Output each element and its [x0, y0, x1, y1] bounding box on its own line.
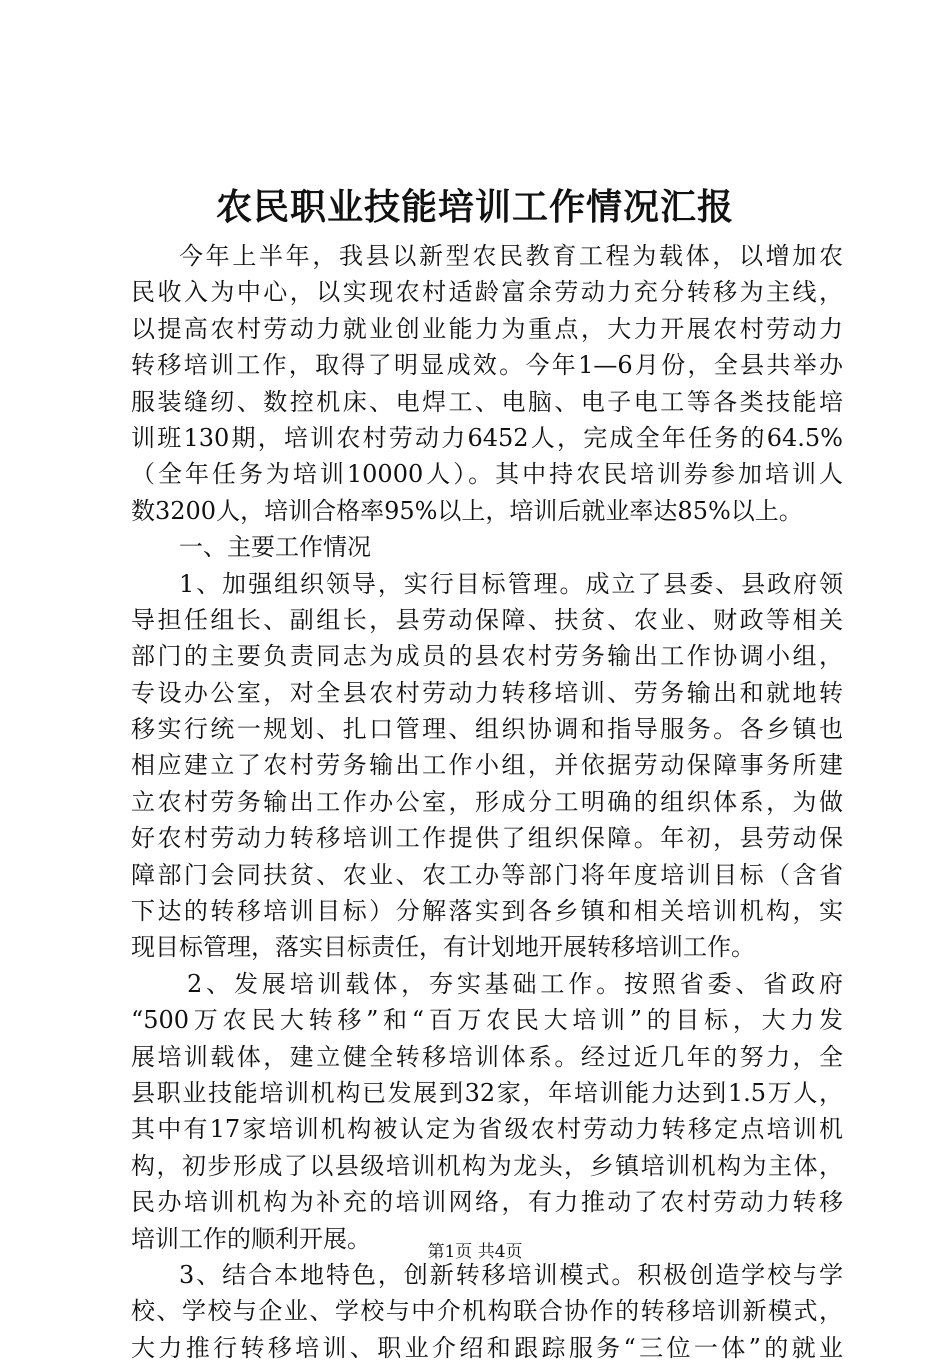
paragraph-line: 现目标管理，落实目标责任，有计划地开展转移培训工作。	[131, 933, 755, 962]
paragraph-line: 训班130期，培训农村劳动力6452人，完成全年任务的64.5%	[131, 423, 843, 452]
paragraph-line: 障部门会同扶贫、农业、农工办等部门将年度培训目标（含省	[131, 860, 843, 889]
paragraph-line: 转移培训工作，取得了明显成效。今年1—6月份，全县共举办	[131, 351, 843, 380]
paragraph-line: 下达的转移培训目标）分解落实到各乡镇和相关培训机构，实	[131, 897, 843, 926]
paragraph-line: 县职业技能培训机构已发展到32家，年培训能力达到1.5万人，	[131, 1078, 843, 1107]
paragraph-line: 大力推行转移培训、职业介绍和跟踪服务“三位一体”的就业	[131, 1333, 843, 1362]
paragraph-line: 2、发展培训载体，夯实基础工作。按照省委、省政府	[187, 969, 843, 998]
page-footer: 第1页 共4页	[427, 1242, 523, 1262]
paragraph-line: 部门的主要负责同志为成员的县农村劳务输出工作协调小组，	[131, 642, 843, 671]
paragraph-line: 校、学校与企业、学校与中介机构联合协作的转移培训新模式，	[131, 1297, 843, 1326]
paragraph-line: “500万农民大转移”和“百万农民大培训”的目标，大力发	[131, 1006, 843, 1035]
paragraph-line: 以提高农村劳动力就业创业能力为重点，大力开展农村劳动力	[131, 314, 843, 343]
paragraph-line: 构，初步形成了以县级培训机构为龙头，乡镇培训机构为主体，	[131, 1151, 843, 1180]
paragraph-line: 培训工作的顺利开展。	[131, 1224, 371, 1253]
paragraph-line: 相应建立了农村劳务输出工作小组，并依据劳动保障事务所建	[131, 751, 843, 780]
paragraph-line: 民收入为中心，以实现农村适龄富余劳动力充分转移为主线，	[131, 278, 843, 307]
paragraph-line: 好农村劳动力转移培训工作提供了组织保障。年初，县劳动保	[131, 824, 843, 853]
paragraph-line: 导担任组长、副组长，县劳动保障、扶贫、农业、财政等相关	[131, 605, 843, 634]
paragraph-line: 服装缝纫、数控机床、电焊工、电脑、电子电工等各类技能培	[131, 387, 843, 416]
paragraph-line: 展培训载体，建立健全转移培训体系。经过近几年的努力，全	[131, 1042, 843, 1071]
paragraph-line: 民办培训机构为补充的培训网络，有力推动了农村劳动力转移	[131, 1188, 843, 1217]
paragraph-line: 今年上半年，我县以新型农民教育工程为载体，以增加农	[179, 242, 843, 270]
document-body	[131, 238, 843, 1366]
paragraph-line: 1、加强组织领导，实行目标管理。成立了县委、县政府领	[179, 569, 843, 598]
paragraph-line: 3、结合本地特色，创新转移培训模式。积极创造学校与学	[179, 1260, 843, 1289]
document-title: 农民职业技能培训工作情况汇报	[215, 186, 734, 228]
section-heading: 一、主要工作情况	[179, 533, 371, 562]
paragraph-line: 专设办公室，对全县农村劳动力转移培训、劳务输出和就地转	[131, 678, 843, 707]
paragraph-line: 移实行统一规划、扎口管理、组织协调和指导服务。各乡镇也	[131, 715, 843, 744]
paragraph-line: 其中有17家培训机构被认定为省级农村劳动力转移定点培训机	[131, 1115, 843, 1144]
paragraph-line: 立农村劳务输出工作办公室，形成分工明确的组织体系，为做	[131, 787, 843, 816]
paragraph-line: 数3200人，培训合格率95%以上，培训后就业率达85%以上。	[131, 496, 803, 525]
paragraph-line: （全年任务为培训10000人）。其中持农民培训券参加培训人	[131, 460, 843, 489]
